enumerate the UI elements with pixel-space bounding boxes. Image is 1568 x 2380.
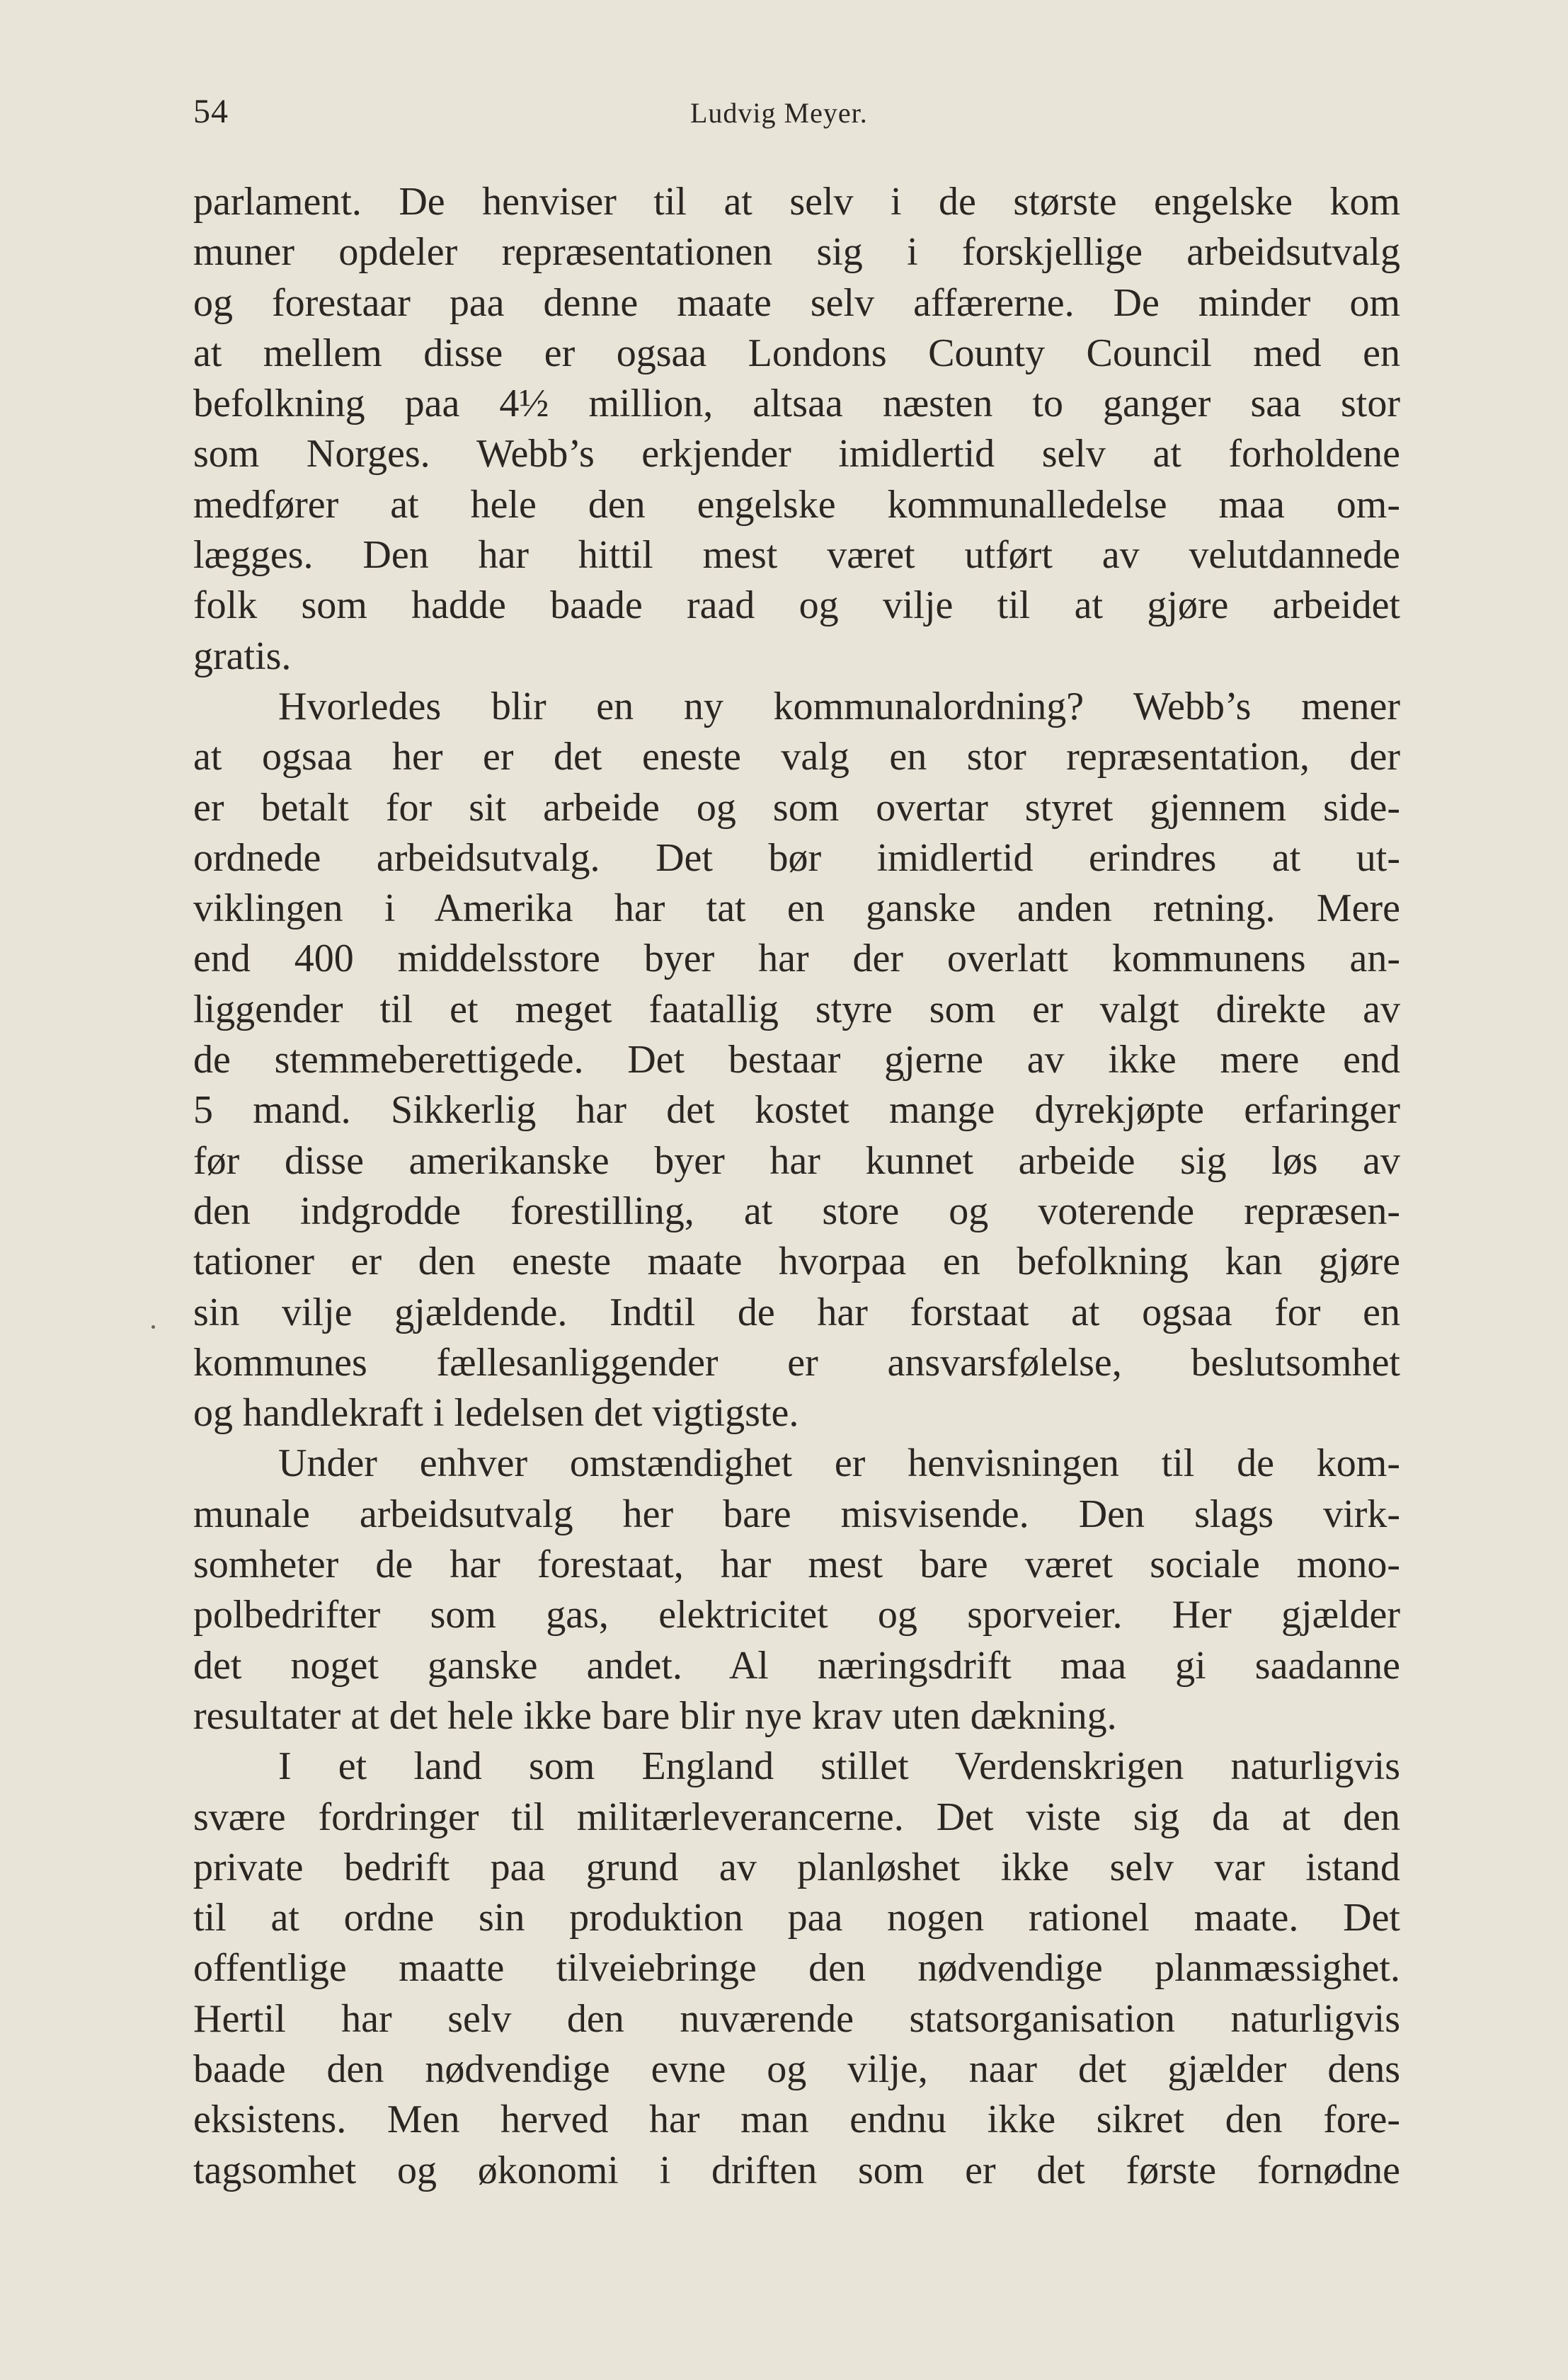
- text-line: lægges. Den har hittil mest været utført av velutdannede: [193, 533, 1400, 578]
- text-line: tationer er den eneste maate hvorpaa en befolkning kan gjøre: [193, 1240, 1400, 1284]
- text-line: at mellem disse er ogsaa Londons County Council med en: [193, 331, 1400, 375]
- text-line: er betalt for sit arbeide og som overtar styret gjennem side-: [193, 785, 1400, 830]
- text-line: ordnede arbeidsutvalg. Det bør imidlertid erindres at ut-: [193, 835, 1400, 880]
- body-text: [193, 177, 1400, 2196]
- text-line: liggender til et meget faatallig styre som er valgt direkte av: [193, 987, 1400, 1031]
- text-line: og forestaar paa denne maate selv affærerne. De minder om: [193, 280, 1400, 325]
- text-line: 5 mand. Sikkerlig har det kostet mange dyrekjøpte erfaringer: [193, 1088, 1400, 1133]
- text-line: den indgrodde forestilling, at store og voterende repræsen-: [193, 1189, 1400, 1233]
- text-line: svære fordringer til militærleverancerne. Det viste sig da at den: [193, 1795, 1400, 1839]
- text-line: befolkning paa 4½ million, altsaa næsten to ganger saa stor: [193, 382, 1400, 426]
- page-number: 54: [193, 93, 229, 130]
- text-line: munale arbeidsutvalg her bare misvisende. Den slags virk-: [193, 1492, 1400, 1536]
- text-line: eksistens. Men herved har man endnu ikke sikret den fore-: [193, 2098, 1400, 2142]
- text-line: offentlige maatte tilveiebringe den nødvendige planmæssighet.: [193, 1946, 1400, 1991]
- text-line: sin vilje gjældende. Indtil de har forstaat at ogsaa for en: [193, 1290, 1400, 1334]
- text-line: resultater at det hele ikke bare blir nye krav uten dækning.: [193, 1693, 1117, 1738]
- text-line: kommunes fællesanliggender er ansvarsfølelse, beslutsomhet: [193, 1340, 1400, 1385]
- text-line: og handlekraft i ledelsen det vigtigste.: [193, 1391, 799, 1436]
- margin-speck: [151, 1325, 155, 1329]
- running-head: Ludvig Meyer.: [690, 97, 868, 129]
- text-line: I et land som England stillet Verdenskrigen naturligvis: [278, 1744, 1400, 1789]
- text-line: tagsomhet og økonomi i driften som er det første fornødne: [193, 2148, 1400, 2192]
- text-line: til at ordne sin produktion paa nogen rationel maate. Det: [193, 1896, 1400, 1940]
- text-line: parlament. De henviser til at selv i de største engelske kom: [193, 180, 1400, 224]
- text-line: viklingen i Amerika har tat en ganske anden retning. Mere: [193, 886, 1400, 931]
- text-line: folk som hadde baade raad og vilje til at gjøre arbeidet: [193, 583, 1400, 628]
- text-line: det noget ganske andet. Al næringsdrift maa gi saadanne: [193, 1643, 1400, 1688]
- text-line: Under enhver omstændighet er henvisningen til de kom-: [278, 1441, 1400, 1486]
- text-line: end 400 middelsstore byer har der overlatt kommunens an-: [193, 937, 1400, 981]
- text-line: før disse amerikanske byer har kunnet arbeide sig løs av: [193, 1138, 1400, 1183]
- text-line: som Norges. Webb’s erkjender imidlertid selv at forholdene: [193, 432, 1400, 476]
- text-line: private bedrift paa grund av planløshet ikke selv var istand: [193, 1845, 1400, 1889]
- text-line: polbedrifter som gas, elektricitet og sporveier. Her gjælder: [193, 1593, 1400, 1637]
- text-line: somheter de har forestaat, har mest bare været sociale mono-: [193, 1543, 1400, 1587]
- text-line: at ogsaa her er det eneste valg en stor repræsentation, der: [193, 735, 1400, 779]
- text-line: medfører at hele den engelske kommunalledelse maa om-: [193, 482, 1400, 527]
- text-line: muner opdeler repræsentationen sig i forskjellige arbeidsutvalg: [193, 230, 1400, 275]
- text-line: Hvorledes blir en ny kommunalordning? Webb’s mener: [278, 684, 1400, 728]
- text-line: de stemmeberettigede. Det bestaar gjerne av ikke mere end: [193, 1038, 1400, 1082]
- text-line: gratis.: [193, 634, 292, 678]
- text-line: Hertil har selv den nuværende statsorganisation naturligvis: [193, 1996, 1400, 2041]
- text-line: baade den nødvendige evne og vilje, naar det gjælder dens: [193, 2047, 1400, 2091]
